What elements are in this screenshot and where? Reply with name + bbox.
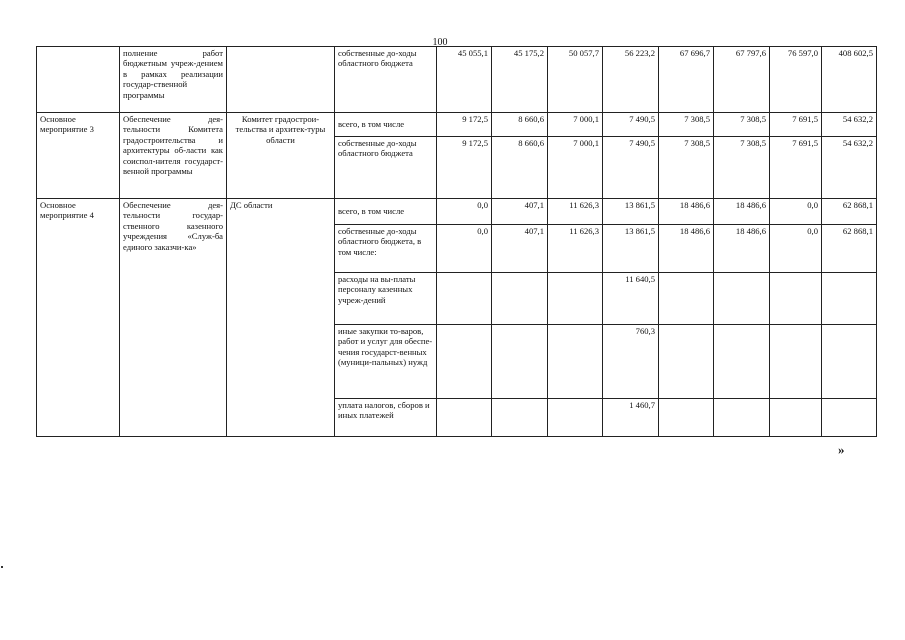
cell-content: Обеспечение дея-тельности государ-ственного казенного учреждения «Служ-ба единого заказчи-ка» — [120, 199, 227, 437]
table-row — [37, 199, 877, 225]
cell-value — [822, 273, 877, 325]
cell-value: 0,0 — [770, 225, 822, 273]
scan-dot — [1, 566, 3, 568]
cell-value — [714, 273, 770, 325]
cell-value: 7 490,5 — [603, 137, 659, 199]
cell-name: Основное мероприятие 4 — [37, 199, 120, 437]
cell-value: 18 486,6 — [659, 199, 714, 225]
cell-value: 13 861,5 — [603, 199, 659, 225]
cell-value: 7 490,5 — [603, 113, 659, 137]
cell-value — [492, 325, 548, 399]
cell-source: всего, в том числе — [335, 113, 437, 137]
cell-value — [492, 273, 548, 325]
cell-name — [37, 47, 120, 113]
page-number: 100 — [432, 37, 448, 48]
cell-value — [548, 399, 603, 437]
cell-value: 45 175,2 — [492, 47, 548, 113]
cell-value: 76 597,0 — [770, 47, 822, 113]
budget-table — [36, 46, 877, 437]
cell-value — [770, 325, 822, 399]
cell-value: 18 486,6 — [714, 199, 770, 225]
cell-value: 54 632,2 — [822, 113, 877, 137]
cell-value: 0,0 — [770, 199, 822, 225]
cell-value — [437, 399, 492, 437]
cell-value: 7 000,1 — [548, 113, 603, 137]
cell-value: 54 632,2 — [822, 137, 877, 199]
cell-value: 45 055,1 — [437, 47, 492, 113]
cell-executor: Комитет градострои-тельства и архитек-туры области — [227, 113, 335, 199]
cell-value: 0,0 — [437, 199, 492, 225]
cell-source: расходы на вы-платы персоналу казенных учреж-дений — [335, 273, 437, 325]
cell-value: 18 486,6 — [659, 225, 714, 273]
cell-executor: ДС области — [227, 199, 335, 437]
cell-value: 7 000,1 — [548, 137, 603, 199]
cell-content: Обеспечение дея-тельности Комитета градостроительства и архитектуры об-ласти как соиспол-нителя государст-венной программы — [120, 113, 227, 199]
cell-content: полнение работ бюджетным учреж-дением в рамках реализации государ-ственной программы — [120, 47, 227, 113]
cell-source: всего, в том числе — [335, 199, 437, 225]
cell-value: 62 868,1 — [822, 199, 877, 225]
cell-value: 13 861,5 — [603, 225, 659, 273]
cell-value — [659, 273, 714, 325]
cell-source: уплата налогов, сборов и иных платежей — [335, 399, 437, 437]
cell-value: 407,1 — [492, 225, 548, 273]
cell-value: 0,0 — [437, 225, 492, 273]
cell-value — [659, 325, 714, 399]
cell-value: 7 308,5 — [714, 137, 770, 199]
cell-value: 18 486,6 — [714, 225, 770, 273]
cell-value: 9 172,5 — [437, 113, 492, 137]
cell-value: 1 460,7 — [603, 399, 659, 437]
table-row — [37, 113, 877, 137]
cell-value: 7 308,5 — [659, 113, 714, 137]
cell-value: 11 640,5 — [603, 273, 659, 325]
cell-value: 11 626,3 — [548, 199, 603, 225]
cell-value — [659, 399, 714, 437]
cell-value: 407,1 — [492, 199, 548, 225]
cell-source: собственные до-ходы областного бюджета, в том числе: — [335, 225, 437, 273]
cell-value — [548, 325, 603, 399]
table-row — [37, 47, 877, 113]
cell-value — [770, 399, 822, 437]
cell-value: 50 057,7 — [548, 47, 603, 113]
cell-value — [822, 399, 877, 437]
closing-quote-mark: » — [838, 442, 845, 457]
cell-value: 11 626,3 — [548, 225, 603, 273]
cell-value: 7 308,5 — [659, 137, 714, 199]
cell-source: собственные до-ходы областного бюджета — [335, 137, 437, 199]
cell-value — [770, 273, 822, 325]
cell-value: 7 308,5 — [714, 113, 770, 137]
cell-value — [492, 399, 548, 437]
cell-value: 9 172,5 — [437, 137, 492, 199]
cell-value: 56 223,2 — [603, 47, 659, 113]
cell-value — [822, 325, 877, 399]
cell-value — [714, 399, 770, 437]
cell-value: 7 691,5 — [770, 113, 822, 137]
cell-value: 760,3 — [603, 325, 659, 399]
cell-source: иные закупки то-варов, работ и услуг для обеспе-чения государст-венных (муници-пальных) нужд — [335, 325, 437, 399]
cell-value — [548, 273, 603, 325]
cell-name: Основное мероприятие 3 — [37, 113, 120, 199]
cell-source: собственные до-ходы областного бюджета — [335, 47, 437, 113]
cell-value: 62 868,1 — [822, 225, 877, 273]
cell-value: 408 602,5 — [822, 47, 877, 113]
cell-value — [714, 325, 770, 399]
cell-value: 8 660,6 — [492, 137, 548, 199]
cell-value — [437, 273, 492, 325]
cell-value: 67 696,7 — [659, 47, 714, 113]
cell-value — [437, 325, 492, 399]
cell-executor — [227, 47, 335, 113]
cell-value: 7 691,5 — [770, 137, 822, 199]
cell-value: 8 660,6 — [492, 113, 548, 137]
cell-value: 67 797,6 — [714, 47, 770, 113]
